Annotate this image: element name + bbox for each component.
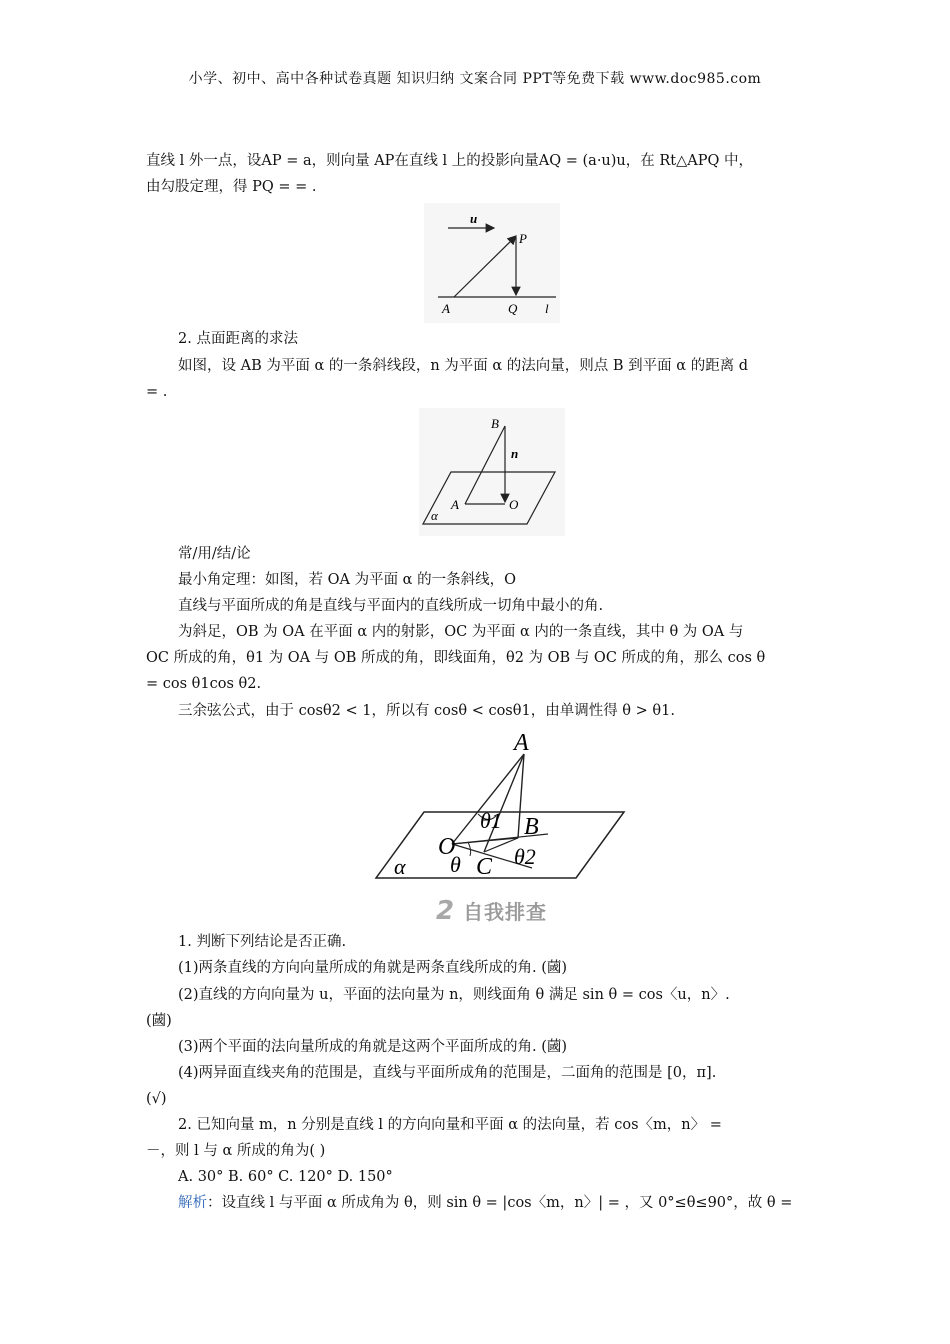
point-p-label: P <box>519 231 527 246</box>
three-cosine-formula: 三余弦公式，由于 cosθ2 < 1，所以有 cosθ < cosθ1，由单调性得 θ > θ1. <box>178 703 675 719</box>
intro-line-1: 直线 l 外一点，设AP = a，则向量 AP在直线 l 上的投影向量AQ = (a·u)u，在 Rt△APQ 中， <box>146 153 753 169</box>
question-1-item-4: (4)两异面直线夹角的范围是，直线与平面所成角的范围是，二面角的范围是 [0，π]. <box>178 1065 717 1081</box>
three-cosine-figure <box>372 728 628 884</box>
point-b-label: B <box>524 814 539 840</box>
projection-figure <box>424 203 560 323</box>
plane-alpha-label: α <box>394 854 406 879</box>
question-2-line-1: 2. 已知向量 m，n 分别是直线 l 的方向向量和平面 α 的法向量，若 cos〈m，n〉 = <box>178 1117 722 1133</box>
point-c-label: C <box>476 854 493 880</box>
question-1-item-3: (3)两个平面的法向量所成的角就是这两个平面所成的角. (蔮) <box>178 1039 568 1055</box>
solution-label: 解析 <box>178 1195 207 1211</box>
line-l-label: l <box>545 301 549 316</box>
banner-text: 自我排查 <box>463 900 548 924</box>
min-angle-theorem-line-1: 最小角定理：如图，若 OA 为平面 α 的一条斜线，O <box>178 572 516 588</box>
u-label: u <box>470 211 478 226</box>
point-a-label: A <box>514 730 529 756</box>
point-a-label: A <box>451 497 459 512</box>
question-1-item-1: (1)两条直线的方向向量所成的角就是两条直线所成的角. (蔮) <box>178 960 568 976</box>
theta2-label: θ2 <box>514 844 536 869</box>
question-2-line-2: －，则 l 与 α 所成的角为( ) <box>146 1143 326 1159</box>
question-1-item-2: (2)直线的方向向量为 u，平面的法向量为 n，则线面角 θ 满足 sin θ = cos〈u，n〉. <box>178 987 730 1003</box>
plane-alpha-label: α <box>431 508 438 523</box>
min-angle-theorem-line-4: OC 所成的角，θ1 为 OA 与 OB 所成的角，即线面角，θ2 为 OB 与 OC 所成的角，那么 cos θ <box>146 650 766 666</box>
theta-label: θ <box>450 852 461 877</box>
point-b-label: B <box>491 416 499 431</box>
point-a-label: A <box>442 301 450 316</box>
question-1-item-4-mark: (√) <box>146 1091 167 1107</box>
section-2-line-2: = . <box>146 384 168 400</box>
normal-n-label: n <box>511 446 519 461</box>
point-o-label: O <box>509 497 519 512</box>
point-q-label: Q <box>508 301 518 316</box>
section-2-line-1: 如图，设 AB 为平面 α 的一条斜线段，n 为平面 α 的法向量，则点 B 到平面 α 的距离 d <box>178 358 749 374</box>
banner-number: 2 <box>436 896 456 926</box>
question-2-options: A. 30° B. 60° C. 120° D. 150° <box>178 1169 393 1185</box>
common-conclusions-title: 常/用/结/论 <box>178 546 251 562</box>
min-angle-theorem-line-5: = cos θ1cos θ2. <box>146 676 262 692</box>
plane-distance-figure <box>419 408 565 536</box>
question-2-solution <box>178 1192 792 1214</box>
min-angle-theorem-line-3: 为斜足，OB 为 OA 在平面 α 内的射影，OC 为平面 α 内的一条直线，其中 θ 为 OA 与 <box>178 624 744 640</box>
solution-text: ：设直线 l 与平面 α 所成角为 θ，则 sin θ = |cos〈m，n〉| = ，又 0°≤θ≤90°，故 θ = <box>207 1195 793 1211</box>
self-check-banner <box>436 896 548 924</box>
section-2-title: 2. 点面距离的求法 <box>178 331 298 347</box>
question-1-item-2-mark: (蔮) <box>146 1013 172 1029</box>
intro-line-2: 由勾股定理，得 PQ = = . <box>146 179 317 195</box>
page-header: 小学、初中、高中各种试卷真题 知识归纳 文案合同 PPT等免费下载 www.doc985.com <box>188 71 762 87</box>
min-angle-theorem-line-2: 直线与平面所成的角是直线与平面内的直线所成一切角中最小的角. <box>178 598 604 614</box>
point-o-label: O <box>438 834 456 860</box>
question-1-title: 1. 判断下列结论是否正确. <box>178 934 347 950</box>
theta1-label: θ1 <box>480 808 502 833</box>
